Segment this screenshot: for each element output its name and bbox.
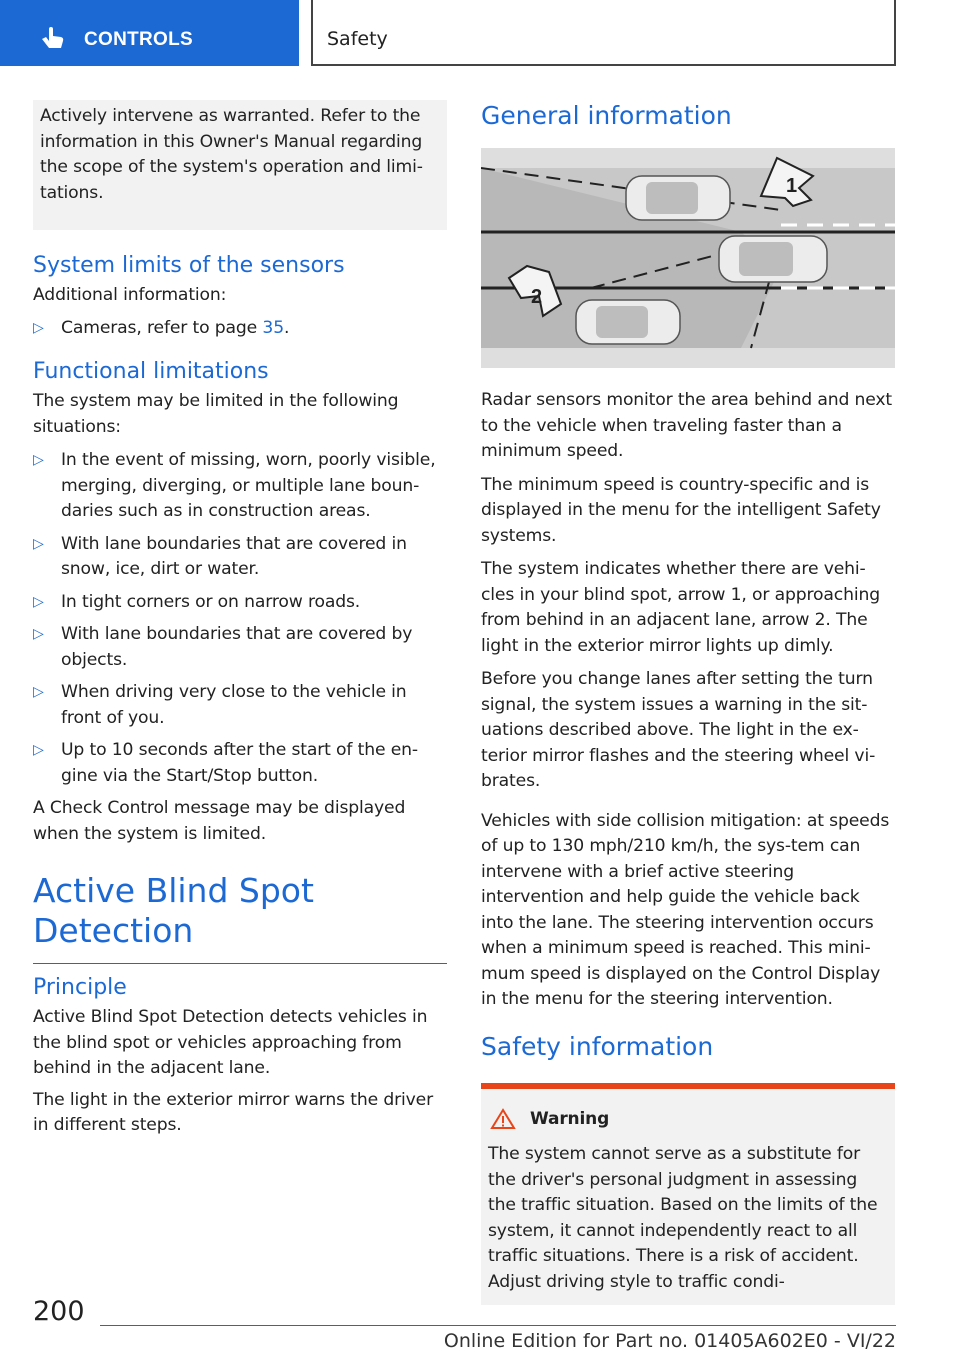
limits-outro: A Check Control message may be displayed when the system is limited. xyxy=(33,798,406,844)
triangle-bullet-icon: ▷ xyxy=(33,535,44,552)
car-icon xyxy=(626,176,730,220)
blind-spot-illustration xyxy=(481,148,895,368)
left-column xyxy=(33,100,447,1145)
warning-text: The system cannot serve as a substitute for the driver's personal judgment in assessing the traffic situation. Based on the limits of the system, it cannot independently react to all traffic situations. There is a risk of accident. Adjust driving style to traffic condi- xyxy=(488,1144,878,1292)
body-paragraph: The minimum speed is country-specific and is displayed in the menu for the intelligent Safety systems. xyxy=(481,474,881,546)
general-info-heading: General information xyxy=(481,101,732,130)
footer-rule xyxy=(100,1325,896,1326)
note-box xyxy=(33,100,447,230)
sensor-intro: Additional information: xyxy=(33,285,227,305)
body-paragraph: Radar sensors monitor the area behind and next to the vehicle when traveling faster than a minimum speed. xyxy=(481,390,893,461)
list-item: ▷ With lane boundaries that are covered in snow, ice, dirt or water. xyxy=(33,533,407,579)
functional-limitations-heading: Functional limitations xyxy=(33,359,269,384)
sensor-list xyxy=(33,316,447,342)
triangle-bullet-icon: ▷ xyxy=(33,684,44,700)
triangle-bullet-icon: ▷ xyxy=(33,593,44,610)
triangle-bullet-icon: ▷ xyxy=(33,452,44,468)
warning-triangle-icon xyxy=(490,1108,516,1130)
chapter-tab[interactable] xyxy=(0,0,299,66)
triangle-bullet-icon: ▷ xyxy=(33,742,44,758)
page-link[interactable]: 35 xyxy=(262,317,284,338)
car-icon xyxy=(719,236,827,282)
svg-text:2: 2 xyxy=(531,286,542,308)
safety-info-heading: Safety information xyxy=(481,1031,714,1061)
section-header xyxy=(311,0,896,66)
limits-list xyxy=(33,448,447,789)
note-text: Actively intervene as warranted. Refer to the information in this Owner's Manual regarding the scope of the system's operation and limi-tations. xyxy=(40,106,423,203)
body-paragraph: The system indicates whether there are vehi-cles in your blind spot, arrow 1, or approaching from behind in an adjacent lane, arrow 2. The light in the exterior mirror lights up dimly. xyxy=(481,559,880,656)
principle-heading: Principle xyxy=(33,975,127,1000)
warning-box xyxy=(481,1083,895,1306)
edition-footer: Online Edition for Part no. 01405A602E0 - VI/22 xyxy=(443,1330,896,1352)
body-paragraph: Vehicles with side collision mitigation: at speeds of up to 130 mph/210 km/h, the sys-tem can intervene with a brief active steering intervention and help guide the vehicle back into the lane. The steering intervention occurs when a minimum speed is reached. This mini-mum speed is displayed on the Control Display in the menu for the steering intervention. xyxy=(481,810,890,1009)
page-number: 200 xyxy=(33,1296,85,1327)
section-label: Safety xyxy=(327,28,388,50)
principle-text: Active Blind Spot Detection detects vehicles in the blind spot or vehicles approaching from behind in the adjacent lane. xyxy=(33,1007,428,1078)
sensor-limits-heading: System limits of the sensors xyxy=(33,253,345,278)
principle-text: The light in the exterior mirror warns the driver in different steps. xyxy=(33,1089,433,1135)
list-item: ▷ In the event of missing, worn, poorly visible, merging, diverging, or multiple lane boun-daries such as in construction areas. xyxy=(33,450,436,521)
car-icon xyxy=(576,300,680,344)
heading-rule xyxy=(33,963,447,964)
list-item: ▷ With lane boundaries that are covered by objects. xyxy=(33,624,413,670)
limits-intro: The system may be limited in the following situations: xyxy=(33,391,399,437)
right-column xyxy=(481,100,895,1305)
list-item: ▷ Cameras, refer to page 35. xyxy=(33,316,447,342)
hand-pointer-icon xyxy=(40,26,66,50)
chapter-label: CONTROLS xyxy=(84,29,194,50)
list-item: ▷ In tight corners or on narrow roads. xyxy=(33,590,447,616)
triangle-bullet-icon: ▷ xyxy=(33,626,44,642)
body-paragraph: Before you change lanes after setting the turn signal, the system issues a warning in the sit-uations described above. The light in the ex-terior mirror flashes and the steering wheel vi-brates. xyxy=(481,669,876,791)
road-diagram xyxy=(481,148,895,368)
warning-title: Warning xyxy=(488,1107,885,1133)
list-item: ▷ Up to 10 seconds after the start of the en-gine via the Start/Stop button. xyxy=(33,740,418,786)
list-item: ▷ When driving very close to the vehicle in front of you. xyxy=(33,682,407,728)
triangle-bullet-icon: ▷ xyxy=(33,319,44,336)
svg-text:1: 1 xyxy=(786,175,797,197)
main-heading: Active Blind Spot Detection xyxy=(33,871,314,950)
